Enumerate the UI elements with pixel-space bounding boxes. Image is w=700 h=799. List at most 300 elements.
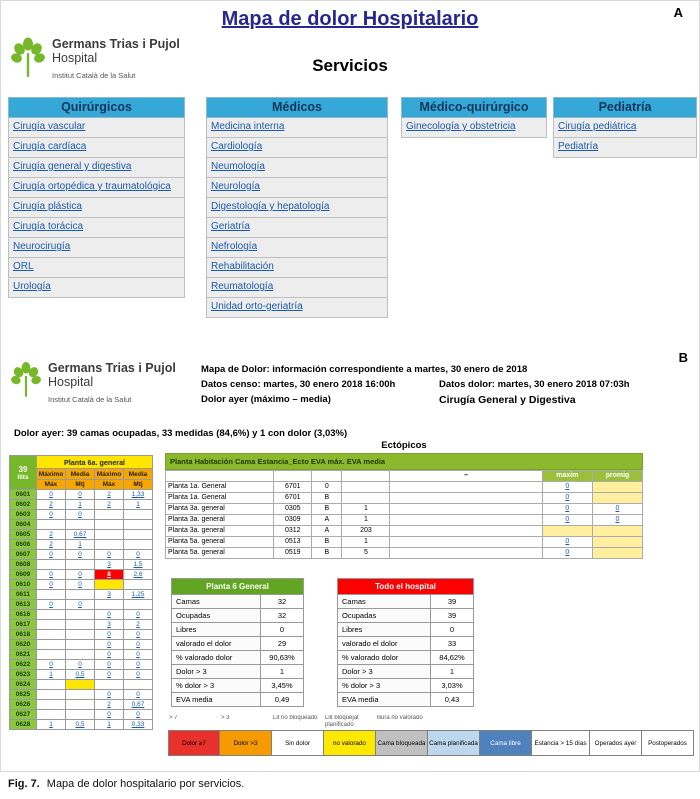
ward-value-cell[interactable] xyxy=(37,490,66,500)
service-link-cell[interactable] xyxy=(8,118,185,138)
ecto-planta-cell: Planta 5a. general xyxy=(166,548,274,559)
room-number-cell[interactable]: 0622 xyxy=(10,660,37,670)
ward-value-cell[interactable] xyxy=(95,640,124,650)
service-column-header: Médicos xyxy=(206,97,388,118)
summary-value: 33 xyxy=(447,639,457,648)
service-link[interactable]: Cirugía plástica xyxy=(13,201,82,212)
ward-row xyxy=(10,660,153,670)
service-link-cell[interactable] xyxy=(553,118,697,138)
ward-value-cell[interactable] xyxy=(124,570,153,580)
ecto-promig-cell xyxy=(592,493,642,504)
caption-prefix: Fig. 7. xyxy=(8,778,40,790)
pain-value-link[interactable]: 0 xyxy=(107,651,111,658)
ectopic-row xyxy=(166,515,643,526)
pain-value-link[interactable]: 2,6 xyxy=(133,571,143,578)
ward-value-cell[interactable] xyxy=(95,700,124,710)
legend-label: Estancia > 15 días xyxy=(534,739,587,747)
pain-value-link[interactable]: 0 xyxy=(107,631,111,638)
ecto-maxim-cell[interactable] xyxy=(542,537,592,548)
ward-value-cell[interactable] xyxy=(124,660,153,670)
service-link[interactable]: Reumatología xyxy=(211,281,274,292)
ward-value-cell xyxy=(37,590,66,600)
ecto-habitacion-cell: 0309 xyxy=(274,515,312,526)
service-link-cell[interactable] xyxy=(8,238,185,258)
service-link-cell[interactable] xyxy=(8,278,185,298)
ward-value-cell[interactable] xyxy=(124,620,153,630)
ward-row xyxy=(10,560,153,570)
ecto-promig-cell[interactable] xyxy=(592,504,642,515)
summary-row xyxy=(172,608,303,622)
room-number-cell[interactable]: 0606 xyxy=(10,540,37,550)
service-link[interactable]: Neurología xyxy=(211,181,260,192)
summary-label: Dolor > 3 xyxy=(172,665,261,678)
ward-value-cell[interactable] xyxy=(124,720,153,730)
eva-max-link[interactable]: 0 xyxy=(565,549,570,556)
ward-value-cell xyxy=(124,520,153,530)
pain-value-link[interactable]: 0 xyxy=(136,631,140,638)
ecto-maxim-cell[interactable] xyxy=(542,504,592,515)
ward-value-cell[interactable] xyxy=(37,670,66,680)
ecto-habitacion-cell: 6701 xyxy=(274,482,312,493)
summary-label: Libres xyxy=(172,623,261,636)
pain-value-link[interactable]: 0 xyxy=(49,551,53,558)
ward-value-cell xyxy=(66,610,95,620)
room-number-cell[interactable]: 0609 xyxy=(10,570,37,580)
legend-item xyxy=(642,715,694,756)
eva-media-link[interactable]: 0 xyxy=(615,505,620,512)
pain-value-link[interactable]: 0 xyxy=(78,601,82,608)
ward-row xyxy=(10,520,153,530)
summary-row xyxy=(172,650,303,664)
summary-label: Ocupadas xyxy=(338,609,431,622)
ward-value-cell[interactable] xyxy=(95,670,124,680)
service-link-cell[interactable] xyxy=(206,178,388,198)
pain-value-link[interactable]: 1 xyxy=(107,721,111,728)
ward-value-cell[interactable] xyxy=(66,670,95,680)
service-link-cell[interactable] xyxy=(401,118,547,138)
summary-label: valorado el dolor xyxy=(172,637,261,650)
room-number-cell[interactable]: 0621 xyxy=(10,650,37,660)
ward-value-cell[interactable] xyxy=(66,510,95,520)
summary-row xyxy=(338,622,473,636)
service-link-cell[interactable] xyxy=(8,218,185,238)
ward-value-cell[interactable] xyxy=(95,720,124,730)
summary-value: 0 xyxy=(279,625,285,634)
pain-value-link[interactable]: 1,25 xyxy=(131,591,145,598)
service-link-cell[interactable] xyxy=(206,218,388,238)
ward-value-cell xyxy=(95,510,124,520)
pain-value-link[interactable]: 1,5 xyxy=(133,561,143,568)
pain-value-link[interactable]: 0 xyxy=(49,601,53,608)
ecto-promig-cell[interactable] xyxy=(592,515,642,526)
pain-value-link[interactable]: 0 xyxy=(136,611,140,618)
pain-value-link[interactable]: 3 xyxy=(107,621,111,628)
ward-value-cell[interactable] xyxy=(66,660,95,670)
service-link-cell[interactable] xyxy=(206,258,388,278)
room-number-cell[interactable]: 0623 xyxy=(10,670,37,680)
ecto-estancia-cell: 1 xyxy=(342,504,390,515)
pain-value-link[interactable]: 0 xyxy=(107,671,111,678)
pain-value-link[interactable]: 1 xyxy=(49,721,53,728)
service-link-cell[interactable] xyxy=(206,138,388,158)
summary-row xyxy=(338,664,473,678)
ward-value-cell[interactable] xyxy=(95,550,124,560)
room-number-cell[interactable]: 0628 xyxy=(10,720,37,730)
pain-value-link[interactable]: 0 xyxy=(136,661,140,668)
pain-value-link[interactable]: 0 xyxy=(107,661,111,668)
pain-value-link[interactable]: 0,33 xyxy=(131,721,145,728)
service-link[interactable]: ORL xyxy=(13,261,34,272)
ward-value-cell xyxy=(37,710,66,720)
pain-value-link[interactable]: 0 xyxy=(136,691,140,698)
summary-row xyxy=(338,636,473,650)
ecto-planta-cell: Planta 3a. general xyxy=(166,526,274,537)
ward-value-cell[interactable] xyxy=(95,630,124,640)
ward-value-cell[interactable] xyxy=(124,670,153,680)
ward-value-cell[interactable] xyxy=(124,550,153,560)
room-number-cell[interactable]: 0618 xyxy=(10,630,37,640)
pain-value-link[interactable]: 2 xyxy=(49,531,53,538)
ward-value-cell[interactable] xyxy=(37,500,66,510)
ecto-spacer-cell xyxy=(390,526,542,537)
pain-value-link[interactable]: 0 xyxy=(136,671,140,678)
logo-subtitle: Institut Català de la Salut xyxy=(48,395,132,404)
ward-value-cell[interactable] xyxy=(66,530,95,540)
pain-value-link[interactable]: 0 xyxy=(49,581,53,588)
ward-value-cell[interactable] xyxy=(37,540,66,550)
ward-value-cell[interactable] xyxy=(124,610,153,620)
ectopics-heading: Ectópicos xyxy=(381,440,427,451)
pain-value-link[interactable]: 0 xyxy=(107,711,111,718)
service-column-header: Médico-quirúrgico xyxy=(401,97,547,118)
pain-value-link[interactable]: 3 xyxy=(107,561,111,568)
ward-value-cell[interactable] xyxy=(95,500,124,510)
ward-value-cell xyxy=(66,520,95,530)
room-number-cell[interactable]: 0610 xyxy=(10,580,37,590)
service-link-cell[interactable] xyxy=(206,118,388,138)
room-number-cell[interactable]: 0603 xyxy=(10,510,37,520)
ecto-maxim-cell[interactable] xyxy=(542,493,592,504)
ecto-planta-cell: Planta 3a. general xyxy=(166,515,274,526)
ward-row xyxy=(10,510,153,520)
service-link-cell[interactable] xyxy=(8,138,185,158)
ward-value-cell[interactable] xyxy=(66,500,95,510)
pain-value-link[interactable]: 0 xyxy=(107,611,111,618)
ward-value-cell[interactable] xyxy=(124,690,153,700)
room-number-cell[interactable]: 0608 xyxy=(10,560,37,570)
ward-value-cell xyxy=(124,540,153,550)
pain-value-link[interactable]: 0,67 xyxy=(131,701,145,708)
panel-a-label: A xyxy=(673,5,683,20)
service-link-cell[interactable] xyxy=(206,198,388,218)
summary-table-title: Todo el hospital xyxy=(338,579,473,594)
ward-value-cell[interactable] xyxy=(37,510,66,520)
pain-value-link[interactable]: 0 xyxy=(107,551,111,558)
pain-value-link[interactable]: 0 xyxy=(78,551,82,558)
legend-top-label xyxy=(428,715,480,730)
pain-value-link[interactable]: 0 xyxy=(136,711,140,718)
service-link[interactable]: Neurocirugía xyxy=(13,241,71,252)
legend-top-label xyxy=(532,715,590,730)
service-link-cell[interactable] xyxy=(8,258,185,278)
ward-row xyxy=(10,650,153,660)
room-number-cell[interactable]: 0625 xyxy=(10,690,37,700)
ward-value-cell[interactable] xyxy=(124,650,153,660)
pain-value-link[interactable]: 1 xyxy=(78,501,82,508)
service-link-cell[interactable] xyxy=(206,158,388,178)
ward-value-cell[interactable] xyxy=(124,560,153,570)
ward-value-cell[interactable] xyxy=(95,650,124,660)
legend-swatch xyxy=(271,730,324,756)
service-link-cell[interactable] xyxy=(206,278,388,298)
ward-value-cell[interactable] xyxy=(95,490,124,500)
summary-row xyxy=(338,650,473,664)
ecto-cama-cell: B xyxy=(312,548,342,559)
ward-value-cell[interactable] xyxy=(124,590,153,600)
ward-value-cell[interactable] xyxy=(66,490,95,500)
ward-value-cell[interactable] xyxy=(95,610,124,620)
ward-row xyxy=(10,680,153,690)
pain-value-link[interactable]: 0 xyxy=(78,511,82,518)
service-link[interactable]: Urología xyxy=(13,281,51,292)
ward-value-cell xyxy=(37,560,66,570)
room-number-cell[interactable]: 0620 xyxy=(10,640,37,650)
eva-max-link[interactable]: 0 xyxy=(565,516,570,523)
ecto-cama-cell: A xyxy=(312,515,342,526)
pain-value-link[interactable]: 0 xyxy=(78,661,82,668)
service-link-cell[interactable] xyxy=(8,158,185,178)
eva-media-link[interactable]: 0 xyxy=(615,516,620,523)
ward-value-cell[interactable] xyxy=(124,710,153,720)
service-link[interactable]: Cardiología xyxy=(211,141,263,152)
service-link[interactable]: Digestología y hepatología xyxy=(211,201,330,212)
room-number-cell[interactable]: 0616 xyxy=(10,610,37,620)
eva-max-link[interactable]: 0 xyxy=(565,538,570,545)
ward-value-cell xyxy=(37,680,66,690)
pain-value-link[interactable]: 0 xyxy=(49,661,53,668)
eva-max-link[interactable]: 0 xyxy=(565,494,570,501)
report-title: Mapa de Dolor: información correspondiente a martes, 30 enero de 2018 xyxy=(201,364,528,375)
ward-value-cell xyxy=(95,530,124,540)
pain-value-link[interactable]: 0 xyxy=(49,491,53,498)
legend-swatch xyxy=(589,730,642,756)
ward-value-cell xyxy=(95,680,124,690)
pain-value-link[interactable]: 2 xyxy=(49,541,53,548)
pain-value-link[interactable]: 3 xyxy=(107,591,111,598)
ward-value-cell[interactable] xyxy=(95,620,124,630)
ward-value-cell[interactable] xyxy=(66,570,95,580)
pain-value-link[interactable]: 0 xyxy=(49,511,53,518)
service-link[interactable]: Cirugía cardíaca xyxy=(13,141,87,152)
room-number-cell[interactable]: 0617 xyxy=(10,620,37,630)
service-link-cell[interactable] xyxy=(8,178,185,198)
pain-value-link[interactable]: 2 xyxy=(107,701,111,708)
ecto-header-maxim: maxim xyxy=(542,471,592,482)
room-number-cell[interactable]: 0605 xyxy=(10,530,37,540)
ecto-maxim-cell[interactable] xyxy=(542,515,592,526)
ecto-cama-cell: 0 xyxy=(312,482,342,493)
legend-top-label xyxy=(480,715,532,730)
service-link[interactable]: Cirugía torácica xyxy=(13,221,84,232)
room-number-cell[interactable]: 0602 xyxy=(10,500,37,510)
summary-value: 39 xyxy=(447,611,457,620)
service-link-cell[interactable] xyxy=(553,138,697,158)
service-link[interactable]: Cirugía general y digestiva xyxy=(13,161,132,172)
ecto-maxim-cell[interactable] xyxy=(542,482,592,493)
pain-value-link[interactable]: 0 xyxy=(107,691,111,698)
ecto-estancia-cell: 1 xyxy=(342,537,390,548)
ward-value-cell xyxy=(95,580,124,590)
pain-value-link[interactable]: 2 xyxy=(107,501,111,508)
ectopic-row xyxy=(166,482,643,493)
pain-value-link[interactable]: 0 xyxy=(136,651,140,658)
room-number-cell[interactable]: 0624 xyxy=(10,680,37,690)
room-number-cell[interactable]: 0607 xyxy=(10,550,37,560)
service-link-cell[interactable] xyxy=(206,238,388,258)
ward-value-cell[interactable] xyxy=(95,570,124,580)
service-link[interactable]: Pediatría xyxy=(558,141,599,152)
room-number-cell[interactable]: 0613 xyxy=(10,600,37,610)
legend-swatch xyxy=(375,730,428,756)
service-link[interactable]: Unidad orto-geriatría xyxy=(211,301,303,312)
ward-value-cell[interactable] xyxy=(37,550,66,560)
room-number-cell[interactable]: 0604 xyxy=(10,520,37,530)
logo-hospital: Hospital xyxy=(48,375,94,389)
ecto-estancia-cell: 1 xyxy=(342,515,390,526)
ward-row xyxy=(10,700,153,710)
service-link[interactable]: Nefrología xyxy=(211,241,258,252)
room-number-cell[interactable]: 0627 xyxy=(10,710,37,720)
ward-value-cell[interactable] xyxy=(37,580,66,590)
ward-row xyxy=(10,720,153,730)
eva-max-link[interactable]: 0 xyxy=(565,483,570,490)
service-link-cell[interactable] xyxy=(8,198,185,218)
ward-value-cell xyxy=(37,620,66,630)
ward-value-cell[interactable] xyxy=(124,630,153,640)
ward-value-cell[interactable] xyxy=(37,570,66,580)
ecto-maxim-cell xyxy=(542,526,592,537)
ward-value-cell[interactable] xyxy=(37,530,66,540)
ward-value-cell xyxy=(37,640,66,650)
ward-value-cell xyxy=(66,620,95,630)
summary-label: valorado el dolor xyxy=(338,637,431,650)
ward-value-cell[interactable] xyxy=(37,720,66,730)
service-link[interactable]: Ginecología y obstetricia xyxy=(406,121,516,132)
service-link[interactable]: Rehabilitación xyxy=(211,261,274,272)
pain-value-link[interactable]: 1 xyxy=(78,541,82,548)
service-link[interactable]: Cirugía ortopédica y traumatológica xyxy=(13,181,171,192)
legend-label: Sin dolor xyxy=(285,739,310,747)
ward-value-cell[interactable] xyxy=(66,540,95,550)
service-column-1 xyxy=(8,97,185,318)
pain-value-link[interactable]: 0,5 xyxy=(75,721,85,728)
ward-table-body xyxy=(10,490,153,730)
legend-top-label xyxy=(642,715,694,730)
ecto-spacer-cell xyxy=(390,515,542,526)
pain-value-link[interactable]: 1,33 xyxy=(131,491,145,498)
pain-value-link[interactable]: 0 xyxy=(49,571,53,578)
logo-subtitle: Institut Català de la Salut xyxy=(52,71,136,80)
ward-value-cell[interactable] xyxy=(66,720,95,730)
service-link[interactable]: Neumología xyxy=(211,161,265,172)
ward-value-cell[interactable] xyxy=(95,710,124,720)
page-title: Mapa de dolor Hospitalario xyxy=(221,8,479,30)
pain-value-link[interactable]: 0,67 xyxy=(73,531,87,538)
pain-value-link[interactable]: 0 xyxy=(78,491,82,498)
summary-value: 0,43 xyxy=(444,695,460,704)
logo-name: Germans Trias i Pujol xyxy=(48,361,176,375)
pain-value-link[interactable]: 0 xyxy=(136,551,140,558)
legend-item xyxy=(480,715,532,756)
ward-value-cell[interactable] xyxy=(66,580,95,590)
legend-swatch xyxy=(168,730,220,756)
service-link[interactable]: Geriatría xyxy=(211,221,250,232)
ectopic-section xyxy=(165,453,643,559)
pain-value-link[interactable]: 1 xyxy=(49,671,53,678)
room-number-cell[interactable]: 0626 xyxy=(10,700,37,710)
summary-label: % dolor > 3 xyxy=(172,679,261,692)
pain-value-link[interactable]: 0 xyxy=(78,581,82,588)
ward-value-cell[interactable] xyxy=(95,590,124,600)
service-link[interactable]: Cirugía vascular xyxy=(13,121,86,132)
room-number-cell[interactable]: 0601 xyxy=(10,490,37,500)
ward-row xyxy=(10,630,153,640)
eva-max-link[interactable]: 0 xyxy=(565,505,570,512)
pain-value-link[interactable]: 2 xyxy=(49,501,53,508)
room-number-cell[interactable]: 0611 xyxy=(10,590,37,600)
ecto-header-cama xyxy=(312,471,342,482)
ectopic-table xyxy=(165,470,643,559)
ward-value-cell[interactable] xyxy=(95,660,124,670)
pain-value-link[interactable]: 2 xyxy=(107,491,111,498)
ecto-spacer-cell xyxy=(390,504,542,515)
ward-value-cell[interactable] xyxy=(66,600,95,610)
service-link[interactable]: Medicina interna xyxy=(211,121,285,132)
pain-value-link[interactable]: 0 xyxy=(136,641,140,648)
service-link[interactable]: Cirugía pediátrica xyxy=(558,121,637,132)
ward-value-cell[interactable] xyxy=(37,660,66,670)
pain-summary-line: Dolor ayer: 39 camas ocupadas, 33 medidas (84,6%) y 1 con dolor (3,03%) xyxy=(14,428,348,439)
summary-value: 84,62% xyxy=(439,653,465,662)
sub-header-max-1: Máx xyxy=(37,480,66,490)
ward-value-cell[interactable] xyxy=(95,690,124,700)
ward-value-cell[interactable] xyxy=(66,550,95,560)
pain-value-link[interactable]: 0 xyxy=(107,641,111,648)
ward-value-cell[interactable] xyxy=(124,490,153,500)
legend-label: Cama planificada xyxy=(429,739,478,747)
service-link-cell[interactable] xyxy=(206,298,388,318)
pain-value-link[interactable]: 2 xyxy=(136,621,140,628)
ward-value-cell[interactable] xyxy=(95,560,124,570)
census-datetime: Datos censo: martes, 30 enero 2018 16:00h xyxy=(201,379,396,390)
pain-value-link[interactable]: 1 xyxy=(136,501,140,508)
pain-value-link[interactable]: 8 xyxy=(107,571,111,578)
legend-label: no valorado xyxy=(333,739,366,747)
ecto-maxim-cell[interactable] xyxy=(542,548,592,559)
service-column-header: Pediatría xyxy=(553,97,697,118)
pain-value-link[interactable]: 0,5 xyxy=(75,671,85,678)
pain-value-link[interactable]: 0 xyxy=(78,571,82,578)
ward-value-cell xyxy=(66,630,95,640)
ward-value-cell[interactable] xyxy=(37,600,66,610)
ward-value-cell[interactable] xyxy=(124,500,153,510)
ward-row xyxy=(10,500,153,510)
ward-value-cell[interactable] xyxy=(124,700,153,710)
services-columns xyxy=(8,97,697,318)
ecto-spacer-cell xyxy=(390,548,542,559)
ward-value-cell[interactable] xyxy=(124,640,153,650)
figure-caption xyxy=(8,778,244,790)
